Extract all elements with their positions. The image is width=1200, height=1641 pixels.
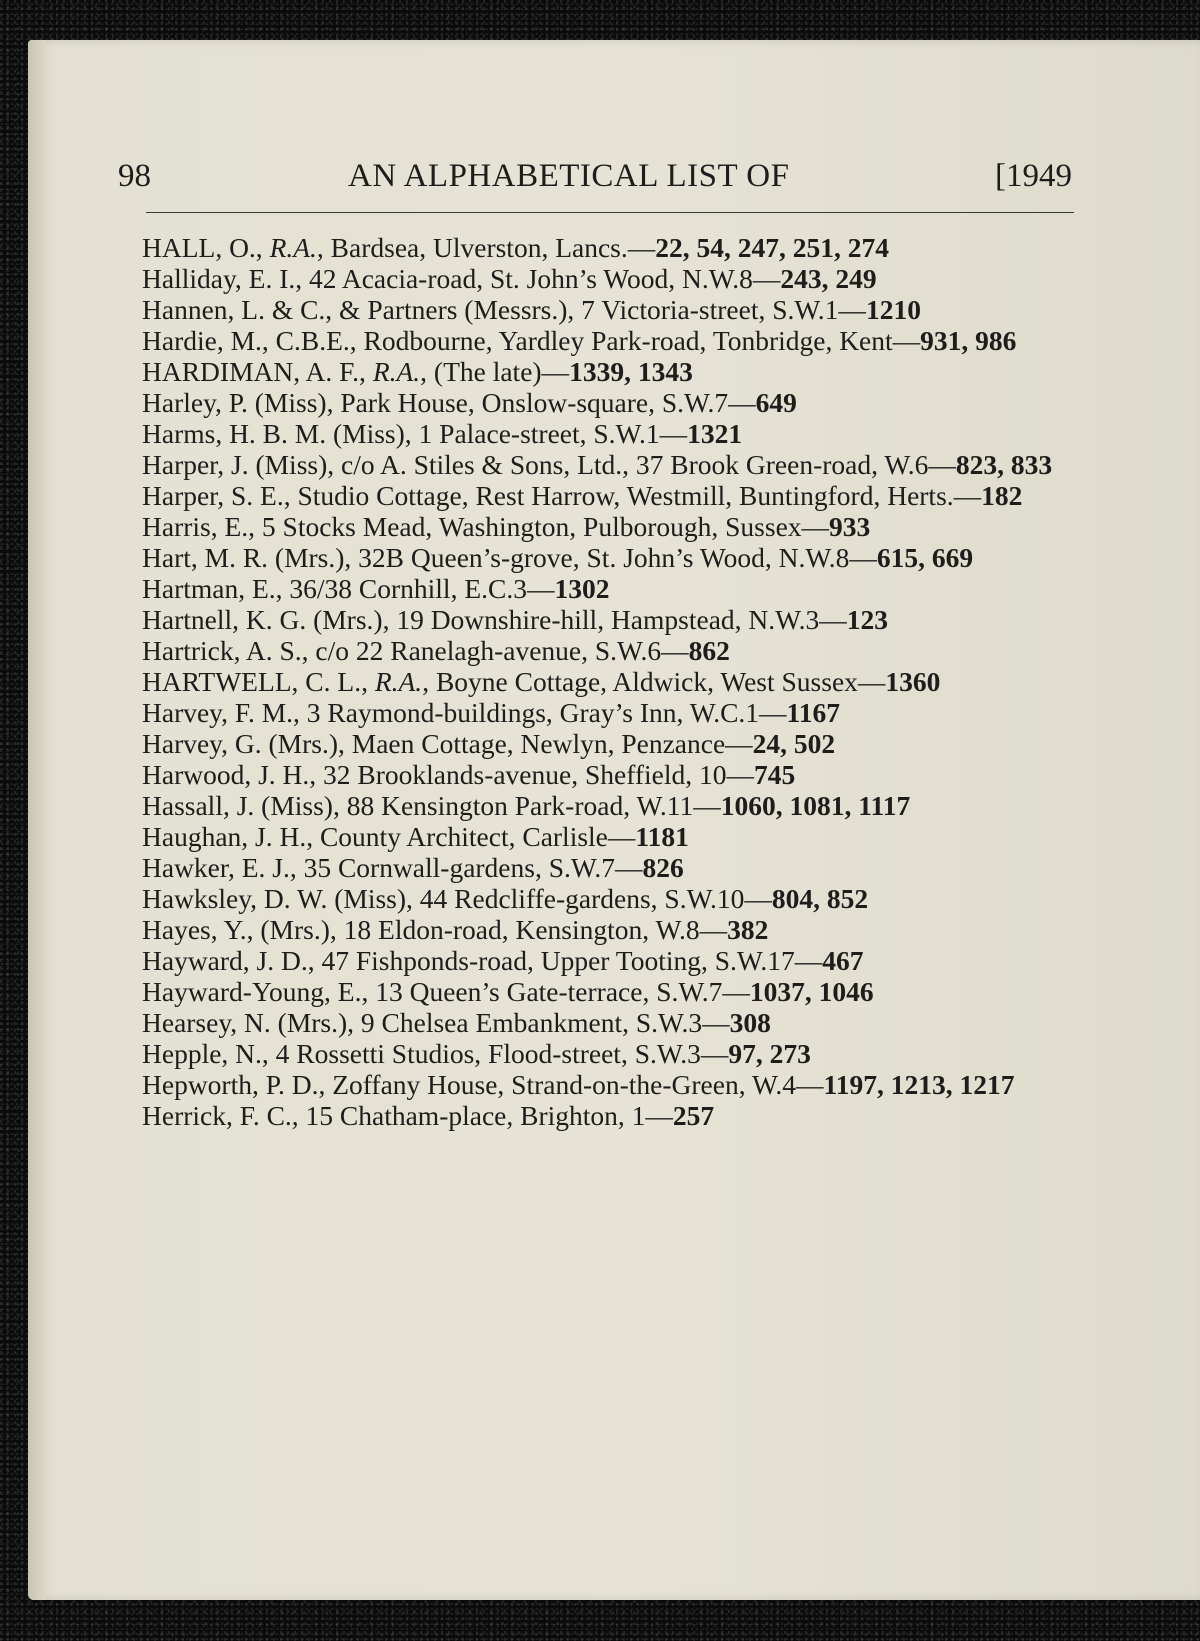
entry-text: Hearsey, N. (Mrs.), 9 Chelsea Embankment, S.W.3—: [142, 1007, 730, 1038]
entry-name: HARTWELL, C. L.,: [142, 666, 375, 697]
list-item: [142, 914, 1082, 945]
entry-refs: 123: [846, 604, 888, 635]
list-item: [142, 821, 1082, 852]
entry-refs: 243, 249: [780, 263, 877, 294]
list-item: [142, 728, 1082, 759]
entry-text: Harvey, F. M., 3 Raymond-buildings, Gray’s Inn, W.C.1—: [142, 697, 787, 728]
entry-name: HALL, O.,: [142, 232, 270, 263]
entry-refs: 931, 986: [920, 325, 1017, 356]
entry-text: Hart, M. R. (Mrs.), 32B Queen’s-grove, St. John’s Wood, N.W.8—: [142, 542, 877, 573]
list-item: [142, 697, 1082, 728]
entry-text: Harwood, J. H., 32 Brooklands-avenue, Sheffield, 10—: [142, 759, 755, 790]
entry-ra-suffix: R.A.: [374, 666, 423, 697]
entry-refs: 308: [729, 1007, 771, 1038]
entry-text: Hayward, J. D., 47 Fishponds-road, Upper Tooting, S.W.17—: [142, 945, 823, 976]
entry-refs: 1302: [554, 573, 610, 604]
entry-refs: 823, 833: [955, 449, 1053, 480]
entry-text: Harley, P. (Miss), Park House, Onslow-square, S.W.7—: [142, 387, 756, 418]
entry-text: Harms, H. B. M. (Miss), 1 Palace-street, S.W.1—: [142, 418, 688, 449]
list-item: [142, 945, 1082, 976]
entry-refs: 1060, 1081, 1117: [720, 790, 911, 821]
entry-text: Hayes, Y., (Mrs.), 18 Eldon-road, Kensington, W.8—: [142, 914, 728, 945]
entry-text: Halliday, E. I., 42 Acacia-road, St. John’s Wood, N.W.8—: [142, 263, 781, 294]
entry-refs: 1321: [687, 418, 743, 449]
entry-text: Herrick, F. C., 15 Chatham-place, Brighton, 1—: [142, 1100, 673, 1131]
entry-refs: 182: [981, 480, 1023, 511]
entry-refs: 24, 502: [752, 728, 836, 759]
page-number: 98: [118, 158, 151, 194]
entry-text: Hardie, M., C.B.E., Rodbourne, Yardley Park-road, Tonbridge, Kent—: [142, 325, 921, 356]
entry-refs: 1167: [786, 697, 841, 728]
entry-refs: 1339, 1343: [569, 356, 693, 387]
list-item: [142, 325, 1082, 356]
entry-text: Hayward-Young, E., 13 Queen’s Gate-terrace, S.W.7—: [142, 976, 750, 1007]
entry-refs: 1197, 1213, 1217: [823, 1069, 1015, 1100]
entry-refs: 22, 54, 247, 251, 274: [655, 232, 889, 263]
year-marker: [1949: [995, 158, 1072, 194]
entry-text: Harper, S. E., Studio Cottage, Rest Harrow, Westmill, Buntingford, Herts.—: [142, 480, 982, 511]
entry-refs: 1037, 1046: [749, 976, 874, 1007]
entry-text: Hartman, E., 36/38 Cornhill, E.C.3—: [142, 573, 555, 604]
header-rule: [146, 212, 1074, 213]
entry-refs: 804, 852: [771, 883, 869, 914]
entry-refs: 257: [672, 1100, 715, 1131]
entry-refs: 1360: [885, 666, 941, 697]
entry-refs: 467: [822, 945, 864, 976]
list-item: [142, 263, 1082, 294]
entry-ra-suffix: R.A.: [269, 232, 317, 263]
entry-text: Hassall, J. (Miss), 88 Kensington Park-road, W.11—: [142, 790, 721, 821]
list-item: [142, 387, 1082, 418]
entry-text: Harris, E., 5 Stocks Mead, Washington, Pulborough, Sussex—: [142, 511, 830, 542]
entry-refs: 745: [754, 759, 796, 790]
list-item: [142, 1038, 1082, 1069]
list-item: [142, 356, 1082, 387]
entry-text: Hannen, L. & C., & Partners (Messrs.), 7 Victoria-street, S.W.1—: [142, 294, 866, 325]
page-edge: [28, 40, 46, 1600]
entry-refs: 862: [688, 635, 730, 666]
entry-refs: 1210: [865, 294, 921, 325]
list-item: [142, 604, 1082, 635]
list-item: [142, 449, 1082, 480]
entry-text: Haughan, J. H., County Architect, Carlisle—: [142, 821, 636, 852]
entry-text: , Boyne Cottage, Aldwick, West Sussex—: [422, 666, 886, 697]
list-item: [142, 1069, 1082, 1100]
entry-refs: 1181: [635, 821, 689, 852]
entry-text: Hepworth, P. D., Zoffany House, Strand-on-the-Green, W.4—: [142, 1069, 824, 1100]
entry-text: , (The late)—: [420, 356, 570, 387]
list-item: [142, 573, 1082, 604]
list-item: [142, 480, 1082, 511]
list-item: [142, 418, 1082, 449]
entry-text: Harvey, G. (Mrs.), Maen Cottage, Newlyn, Penzance—: [142, 728, 753, 759]
list-item: [142, 666, 1082, 697]
entry-refs: 933: [829, 511, 871, 542]
list-item: [142, 635, 1082, 666]
entry-text: Hawksley, D. W. (Miss), 44 Redcliffe-gardens, S.W.10—: [142, 883, 772, 914]
list-item: [142, 542, 1082, 573]
list-item: [142, 1007, 1082, 1038]
list-item: [142, 511, 1082, 542]
list-item: [142, 232, 1082, 263]
entry-text: Hawker, E. J., 35 Cornwall-gardens, S.W.7—: [142, 852, 643, 883]
entry-refs: 826: [642, 852, 684, 883]
list-item: [142, 790, 1082, 821]
list-item: [142, 294, 1082, 325]
running-title: AN ALPHABETICAL LIST OF: [348, 158, 790, 194]
list-item: [142, 976, 1082, 1007]
entry-text: , Bardsea, Ulverston, Lancs.—: [316, 232, 656, 263]
entry-refs: 615, 669: [876, 542, 974, 573]
entry-text: Hartrick, A. S., c/o 22 Ranelagh-avenue, S.W.6—: [142, 635, 689, 666]
list-item: [142, 759, 1082, 790]
list-item: [142, 883, 1082, 914]
list-item: [142, 1100, 1082, 1131]
entry-text: Hartnell, K. G. (Mrs.), 19 Downshire-hill, Hampstead, N.W.3—: [142, 604, 847, 635]
entry-list: [142, 232, 1082, 1131]
entry-refs: 97, 273: [728, 1038, 811, 1069]
list-item: [142, 852, 1082, 883]
entry-text: Harper, J. (Miss), c/o A. Stiles & Sons, Ltd., 37 Brook Green-road, W.6—: [142, 449, 956, 480]
entry-refs: 649: [755, 387, 797, 418]
entry-name: HARDIMAN, A. F.,: [142, 356, 373, 387]
entry-text: Hepple, N., 4 Rossetti Studios, Flood-street, S.W.3—: [142, 1038, 729, 1069]
entry-refs: 382: [727, 914, 769, 945]
entry-ra-suffix: R.A.: [372, 356, 421, 387]
page-header: [118, 158, 1080, 202]
